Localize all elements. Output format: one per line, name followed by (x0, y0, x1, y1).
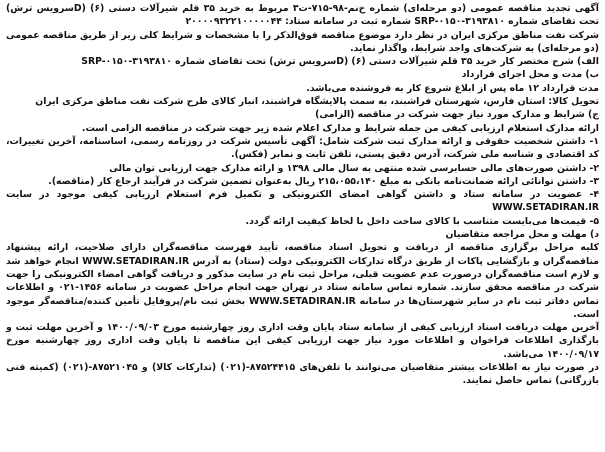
procedure-paragraph: کلیه مراحل برگزاری مناقصه از دریافت و تحویل اسناد مناقصه، تأیید فهرست مناقصه‌گران دارای صلاحیت، ارائه پیشنهاد مناقصه‌گران و بازگشایی پاکات از طریق درگاه تدارکات الکترونیکی دولت (ستاد) به آدرس WWW.SETADIRAN.IR انجام خواهد شد و لازم است مناقصه‌گران درصورت عدم عضویت قبلی، مراحل ثبت نام در سایت مذکور و دریافت گواهی امضاء الکترونیکی را جهت شرکت در مناقصه محقق سازند. شماره تماس سامانه ستاد در تهران جهت انجام مراحل عضویت در سامانه ۱۴۵۶-۰۲۱ و اطلاعات تماس دفاتر ثبت نام در سایر شهرستان‌ها در سامانه WWW.SETADIRAN.IR بخش ثبت نام/پروفایل تأمین کننده/مناقصه‌گر موجود است. (6, 242, 600, 320)
delivery-location: تحویل کالا: استان فارس، شهرستان فراشبند، به سمت پالایشگاه فراشبند، انبار کالای طرح شرکت نفت مناطق مرکزی ایران (35, 96, 599, 108)
requirement-item-5: ۵- قیمت‌ها می‌بایست متناسب با کالای ساخت داخل با لحاظ کیفیت ارائه گردد. (245, 215, 599, 227)
section-a-description: الف) شرح مختصر کار خرید ۳۵ قلم شیرآلات دستی (۶) (Dسرویس ترش) تحت تقاضای شماره SRP-۰۱۵۰-۳۱۹۳۸۱۰ (81, 56, 599, 68)
section-d-heading: د) مهلت و محل مراجعه متقاضیان (445, 229, 599, 241)
section-b-heading: ب) مدت و محل اجرای قرارداد (461, 69, 599, 81)
section-c-heading: ج) شرایط و مدارک مورد نیاز جهت شرکت در مناقصه (الزامی) (315, 109, 599, 121)
requirement-item-2: ۲- داشتن صورت‌های مالی حسابرسی شده منتهی به سال مالی ۱۳۹۸ و ارائه مدارک جهت ارزیابی توان مالی (109, 162, 599, 174)
requirement-item-3: ۳- داشتن توانائی ارائه ضمانت‌نامه بانکی به مبلغ ۲۱۵،۰۵۵،۱۴۰ ریال به‌عنوان تضمین شرکت در فرآیند ارجاع کار (مناقصه). (48, 175, 599, 187)
contact-paragraph: در صورت نیاز به اطلاعات بیشتر متقاضیان می‌توانند با تلفن‌های ۸۷۵۲۴۴۱۵-(۰۲۱) (تدارکات کالا) و ۸۷۵۲۱۰۴۵-(۰۲۱) (کمیته فنی بازرگانی) تماس حاصل نمایند. (6, 362, 599, 387)
contract-duration: مدت قرارداد ۱۲ ماه پس از ابلاغ شروع کار به فروشنده می‌باشد. (306, 82, 599, 94)
notice-intro: شرکت نفت مناطق مرکزی ایران در نظر دارد موضوع مناقصه فوق‌الذکر را با مشخصات و شرایط کلی زیر از طریق مناقصه عمومی (دو مرحله‌ای) به شرکت‌های واجد شرایط، واگذار نماید. (6, 29, 599, 54)
notice-title: آگهی تجدید مناقصه عمومی (دو مرحله‌ای) شماره خ‌نم-۹۸-۷۱۵-ت۳ مربوط به خرید ۳۵ قلم شیرآلات دستی (۶) (Dسرویس ترش) تحت تقاضای شماره SRP-۰۱۵۰-۳۱۹۳۸۱۰ شماره ثبت در سامانه ستاد: ۲۰۰۰۰۹۳۲۲۱۰۰۰۰۰۴۴ (6, 3, 599, 28)
requirement-item-1: ۱- داشتن شخصیت حقوقی و ارائه مدارک ثبت شرکت شامل: آگهی تأسیس شرکت در روزنامه رسمی، اساسنامه، آخرین تغییرات، کد اقتصادی و شناسه ملی شرکت، آدرس دقیق پستی، تلفن ثابت و نمابر (فکس). (6, 135, 599, 161)
requirement-item-4: ۴- عضویت در سامانه ستاد و داشتن گواهی امضای الکترونیکی و تکمیل فرم استعلام ارزیابی کیفی موجود در سایت WWW.SETADIRAN.IR (6, 189, 599, 214)
requirements-intro: ارائه مدارک استعلام ارزیابی کیفی من جمله شرایط و مدارک اعلام شده زیر جهت شرکت در مناقصه الزامی است. (81, 122, 599, 134)
deadlines-paragraph: آخرین مهلت دریافت اسناد ارزیابی کیفی از سامانه ستاد پایان وقت اداری روز چهارشنبه مورخ ۱۴۰۰/۰۹/۰۳ و آخرین مهلت ثبت و بارگذاری اطلاعات فراخوان و اطلاعات مورد نیاز جهت ارزیابی کیفی این مناقصه تا پایان وقت اداری روز چهارشنبه مورخ ۱۴۰۰/۰۹/۱۷ می‌باشد. (6, 322, 600, 360)
